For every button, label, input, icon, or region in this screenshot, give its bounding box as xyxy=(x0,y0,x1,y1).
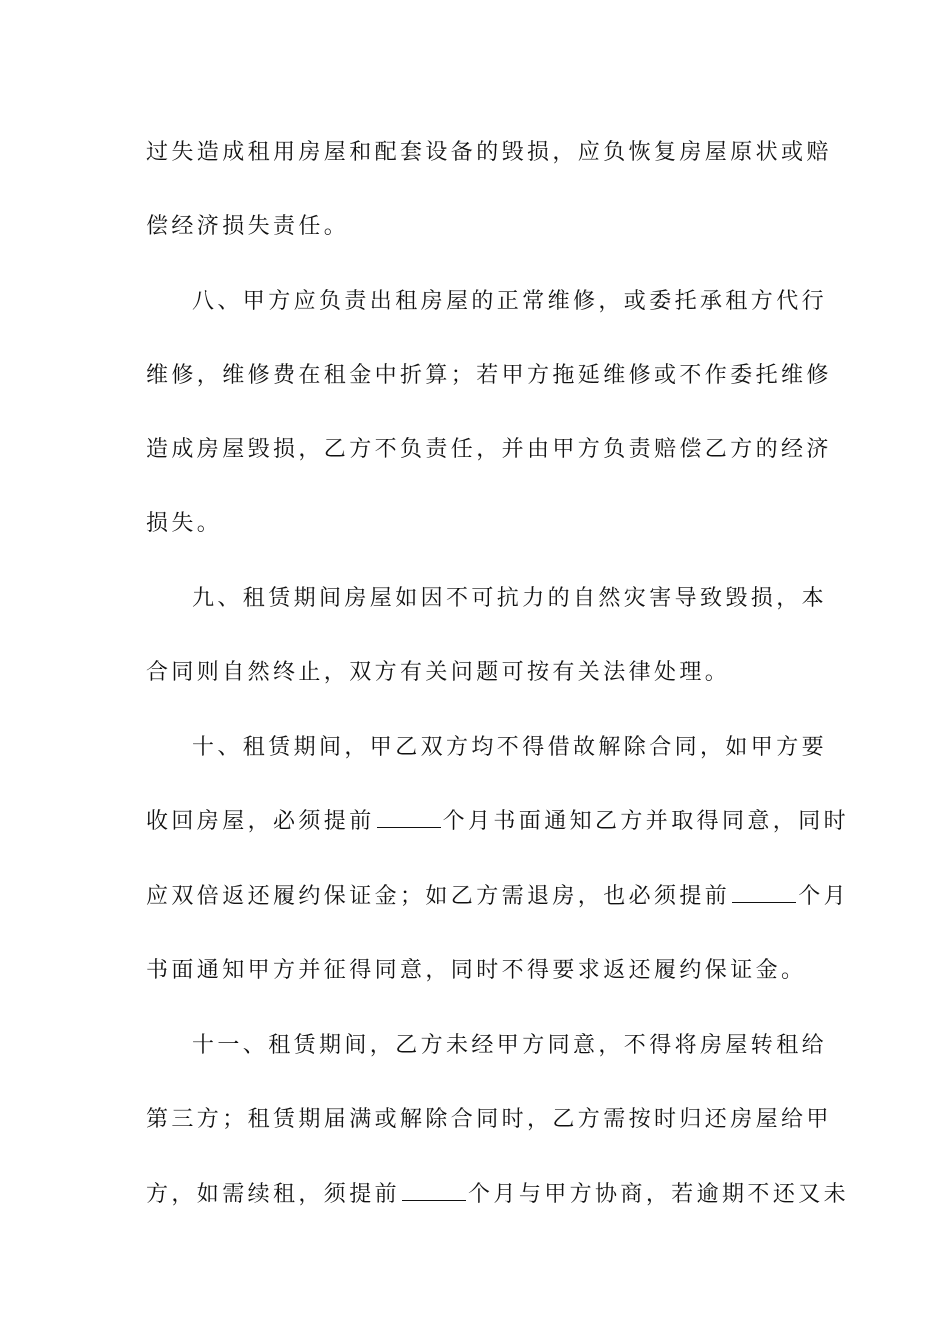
clause-8-line-2: 维修，维修费在租金中折算；若甲方拖延维修或不作委托维修 xyxy=(146,363,832,388)
clause-10-line-2-before: 收回房屋，必须提前 xyxy=(146,809,375,834)
clause-8-line-1: 八、甲方应负责出租房屋的正常维修，或委托承租方代行 xyxy=(192,289,828,314)
clause-11-line-3-after: 个月与甲方协商，若逾期不还又未 xyxy=(468,1182,850,1207)
clause-10-line-3-before: 应双倍返还履约保证金；如乙方需退房，也必须提前 xyxy=(146,884,731,909)
clause-9-line-2: 合同则自然终止，双方有关问题可按有关法律处理。 xyxy=(146,660,731,685)
clause-10-line-3 xyxy=(146,882,850,912)
clause-11-line-2: 第三方；租赁期届满或解除合同时，乙方需按时归还房屋给甲 xyxy=(146,1107,832,1132)
clause-11-line-3 xyxy=(146,1180,850,1210)
fill-in-blank xyxy=(402,1182,466,1201)
clause-10-line-2 xyxy=(146,807,850,837)
clause-11-line-3-before: 方，如需续租，须提前 xyxy=(146,1182,401,1207)
clause-8-line-3: 造成房屋毁损，乙方不负责任，并由甲方负责赔偿乙方的经济 xyxy=(146,437,832,462)
clause-10-line-4: 书面通知甲方并征得同意，同时不得要求返还履约保证金。 xyxy=(146,958,807,983)
clause-8-line-4: 损失。 xyxy=(146,511,223,536)
clause-10-line-1: 十、租赁期间，甲乙双方均不得借故解除合同，如甲方要 xyxy=(192,735,828,760)
clause-10-line-2-after: 个月书面通知乙方并取得同意，同时 xyxy=(442,809,850,834)
clause-11-line-1: 十一、租赁期间，乙方未经甲方同意，不得将房屋转租给 xyxy=(192,1033,828,1058)
clause-9-line-1: 九、租赁期间房屋如因不可抗力的自然灾害导致毁损，本 xyxy=(192,586,828,611)
fill-in-blank xyxy=(377,809,441,828)
clause-10-line-3-after: 个月 xyxy=(798,884,850,909)
paragraph-1-line-2: 偿经济损失责任。 xyxy=(146,214,350,239)
paragraph-1-line-1: 过失造成租用房屋和配套设备的毁损，应负恢复房屋原状或赔 xyxy=(146,140,832,165)
fill-in-blank xyxy=(732,884,796,903)
